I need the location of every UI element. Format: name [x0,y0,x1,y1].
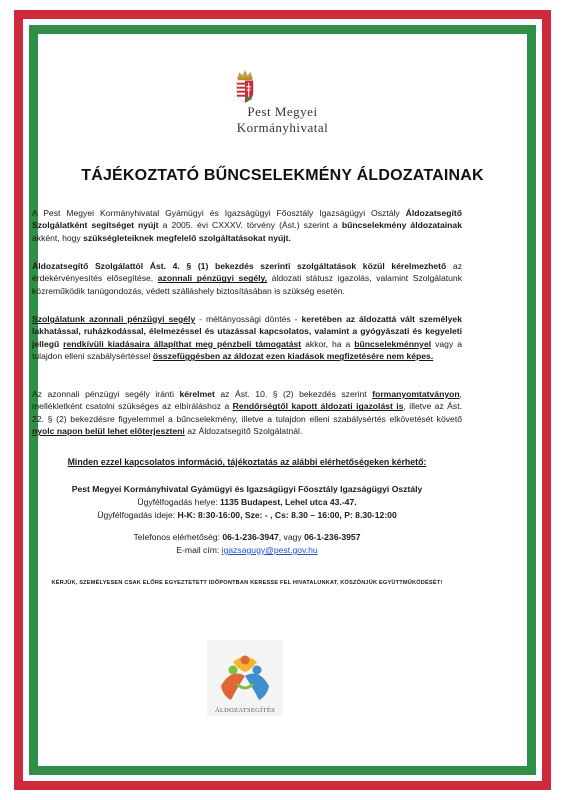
contact-office: Pest Megyei Kormányhivatal Gyámügyi és Igazságügyi Főosztály Igazságügyi Osztály [71,484,423,494]
text-bold-underline: azonnali pénzügyi segély, [157,273,268,284]
hours-value: H-K: 8:30-16:00, Sze: - , Cs: 8.30 – 16:00, P: 8.30-12:00 [177,510,397,520]
text: az Áldozatsegítő Szolgálatnál. [184,426,303,437]
email-label: E-mail cím: [176,545,222,555]
paragraph-services [32,260,462,297]
place-label: Ügyfélfogadás helye: [137,497,221,507]
hours-label: Ügyfélfogadás ideje: [97,510,178,520]
phone-label: Telefonos elérhetőség: [133,532,223,542]
text: az Ást. 10. § (2) bekezdés szerint [214,389,373,399]
logo-label: ÁLDOZATSEGÍTÉS [214,707,276,714]
text-bold: szükségleteiknek megfelelő szolgáltatásokat nyújt. [83,232,291,243]
contact-phone [32,531,462,543]
text-bold: keretében az áldozattá vált személyek lakhatással, ruházkodással, élelmezéssel és utazással kapcsolatos, valamint a gyógyászati és kegyeleti jellegű [32,314,462,349]
victim-support-logo-icon [207,640,283,716]
page-title: TÁJÉKOZTATÓ BŰNCSELEKMÉNY ÁLDOZATAINAK [81,167,484,184]
text-bold: Áldozatsegítő Szolgálatként segítséget nyújt [32,208,462,231]
text: Az azonnali pénzügyi segély iránti [32,389,180,399]
phone-number-2: 06-1-236-3957 [304,532,361,542]
text: , mellékletként csatolni szükséges az elbíráláshoz a [32,389,462,412]
text-bold-underline: formanyomtatványon [372,389,460,399]
text-bold-underline: Rendőrségtől kapott áldozati igazolást is [232,401,404,412]
text-bold: kérelmet [179,389,215,399]
paragraph-financial-aid [32,313,462,363]
text-bold: bűncselekmény áldozatainak [341,220,462,231]
text-bold-underline: Szolgálatunk azonnali pénzügyi segély [32,314,196,324]
text-bold-underline: bűncselekménnyel [354,338,432,349]
paragraph-application [32,388,462,438]
text: áldozati státusz igazolás, valamint Szolgálatunk közreműködik tanúgondozás, védett szálláshely biztosításában is szükség esetén. [32,273,462,296]
text-bold-underline: rendkívüli kiadásaira állapíthat meg pénzbeli támogatást [63,338,302,349]
text: a 2005. évi CXXXV. törvény (Ást.) szerint a [158,220,342,231]
text: vagy a tulajdon elleni szabálysértéssel [32,338,462,362]
paragraph-intro [32,207,462,244]
text-bold-underline: összefüggésben az áldozat ezen kiadások megfizetésére nem képes. [152,351,434,362]
text: akként, hogy [32,232,84,243]
email-link[interactable]: igazsagugy@pest.gov.hu [221,545,318,555]
contact-place [32,496,462,508]
phone-number-1: 06-1-236-3947 [222,532,279,542]
contact-hours [32,509,462,521]
text-bold-underline: nyolc napon belül lehet előterjeszteni [32,426,185,437]
appointment-note: KÉRJÜK, SZEMÉLYESEN CSAK ELŐRE EGYEZTETETT IDŐPONTBAN KERESSE FEL HIVATALUNKAT, KÖSZÖNJÜK EGYÜTTMŰKÖDÉSÉT! [51,580,443,586]
text: az érdekérvényesítés elősegítése, [32,261,463,284]
org-name-line2: Kormányhivatal [236,120,329,135]
phone-separator: , vagy [278,532,305,542]
contact-email [32,544,462,556]
contact-heading: Minden ezzel kapcsolatos információ, tájékoztatás az alábbi elérhetőségeken kérhető: [67,457,427,467]
text-bold: Áldozatsegítő Szolgálattól Ást. 4. § (1) bekezdés szerinti szolgáltatások közül kérelmezhető [32,261,447,271]
text: - méltányossági döntés - [195,314,302,324]
text: akkor, ha a [301,338,355,349]
text: A Pest Megyei Kormányhivatal Gyámügyi és Igazságügyi Főosztály Igazságügyi Osztály [32,208,406,218]
text: , illetve az Ást. 22. § (2) bekezdésre figyelemmel a bűncselekmény, illetve a tulajdon elleni szabálysértés elkövetését követő [32,401,462,424]
org-name-line1: Pest Megyei [247,104,318,119]
place-value: 1135 Budapest, Lehel utca 43.-47. [220,497,357,507]
